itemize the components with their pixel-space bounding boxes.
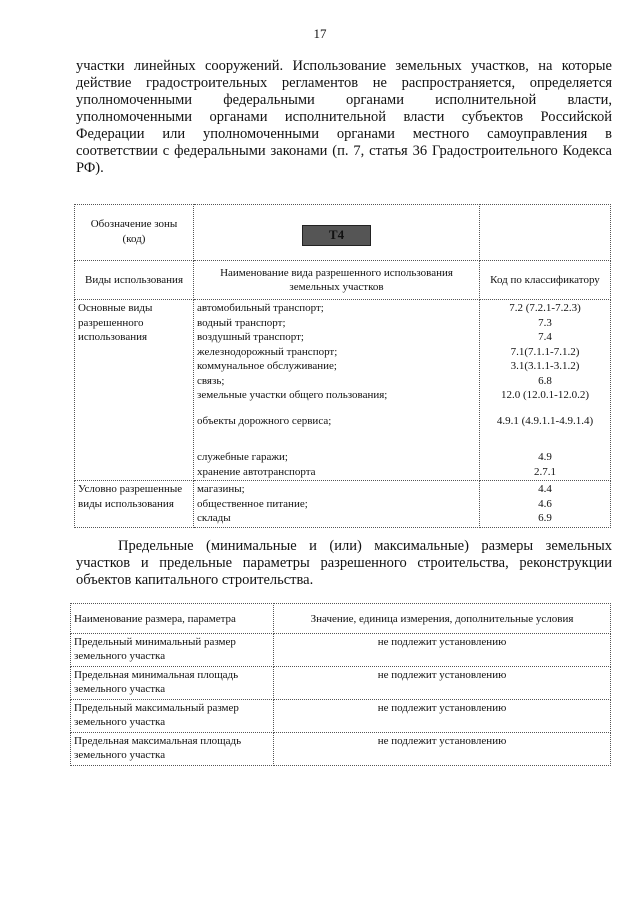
table-row [71, 700, 611, 733]
use-code: 7.1(7.1.1-7.1.2) [510, 345, 580, 358]
use-name: воздушный транспорт; [197, 331, 304, 343]
use-name: автомобильный транспорт; [197, 302, 324, 314]
param-value: не подлежит установлению [274, 700, 611, 733]
zone-label: Обозначение зоны (код) [75, 205, 194, 261]
use-code: 4.9.1 (4.9.1.1-4.9.1.4) [496, 414, 594, 427]
table-row [71, 733, 611, 766]
page-number: 17 [313, 26, 327, 41]
zone-table [74, 204, 611, 528]
param-name: Предельная минимальная площадь земельного участка [71, 667, 274, 700]
use-name: водный транспорт; [197, 316, 286, 329]
use-code: 4.9 [538, 451, 552, 463]
use-code: 4.4 [538, 483, 552, 495]
use-code: 7.3 [538, 316, 552, 329]
param-name: Предельный максимальный размер земельного участка [71, 700, 274, 733]
use-name: объекты дорожного сервиса; [197, 414, 332, 427]
main-uses-label: Основные виды разрешенного использования [75, 300, 194, 481]
col-code-header: Код по классификатору [480, 261, 611, 300]
use-code: 4.6 [538, 497, 552, 510]
use-name: коммунальное обслуживание; [197, 360, 337, 372]
main-uses-names [194, 300, 480, 481]
param-name-header: Наименование размера, параметра [71, 604, 274, 634]
conditional-uses-label: Условно разрешенные виды использования [75, 481, 194, 528]
parameters-table [70, 603, 611, 766]
table-row [71, 634, 611, 667]
col-types-header: Виды использования [75, 261, 194, 300]
use-code: 7.4 [538, 331, 552, 343]
use-name: земельные участки общего пользования; [197, 389, 388, 401]
parameters-header-row [71, 604, 611, 634]
zone-header-empty [480, 205, 611, 261]
intro-paragraph [76, 58, 612, 177]
limits-text: Предельные (минимальные и (или) максимальные) размеры земельных участков и предельные параметры разрешенного строительства, реконструкции объектов капитального строительства. [76, 538, 612, 588]
use-name: связь; [197, 374, 225, 387]
use-name: служебные гаражи; [197, 451, 288, 463]
use-name: железнодорожный транспорт; [197, 345, 338, 358]
column-header-row [75, 261, 611, 300]
main-uses-row [75, 300, 611, 481]
use-name: магазины; [197, 483, 245, 495]
intro-text: участки линейных сооружений. Использование земельных участков, на которые действие градостроительных регламентов не распространяется, определяется уполномоченными федеральными органами исполнительной власти, уполномоченными органами исполнительной власти субъектов Российской Федерации или уполномоченными органами местного самоуправления в соответствии с федеральными законами (п. 7, статья 36 Градостроительного Кодекса РФ). [76, 58, 612, 176]
use-code: 7.2 (7.2.1-7.2.3) [509, 302, 581, 314]
zone-code: Т4 [302, 225, 371, 246]
param-value: не подлежит установлению [274, 733, 611, 766]
param-name: Предельный минимальный размер земельного участка [71, 634, 274, 667]
table-row [71, 667, 611, 700]
zone-code-cell [194, 205, 480, 261]
param-value: не подлежит установлению [274, 634, 611, 667]
main-uses-codes [480, 300, 611, 481]
use-name: хранение автотранспорта [197, 465, 316, 478]
conditional-uses-row [75, 481, 611, 528]
use-code: 6.9 [538, 512, 552, 524]
use-code: 6.8 [538, 374, 552, 387]
param-name: Предельная максимальная площадь земельного участка [71, 733, 274, 766]
use-name: склады [197, 512, 231, 524]
use-code: 2.7.1 [534, 465, 556, 478]
limits-paragraph [76, 538, 612, 589]
conditional-uses-names [194, 481, 480, 528]
col-name-header: Наименование вида разрешенного использования земельных участков [194, 261, 480, 300]
use-code: 3.1(3.1.1-3.1.2) [510, 360, 580, 372]
use-code: 12.0 (12.0.1-12.0.2) [501, 389, 589, 401]
param-value-header: Значение, единица измерения, дополнительные условия [274, 604, 611, 634]
use-name: общественное питание; [197, 497, 308, 510]
conditional-uses-codes [480, 481, 611, 528]
zone-header-row [75, 205, 611, 261]
param-value: не подлежит установлению [274, 667, 611, 700]
